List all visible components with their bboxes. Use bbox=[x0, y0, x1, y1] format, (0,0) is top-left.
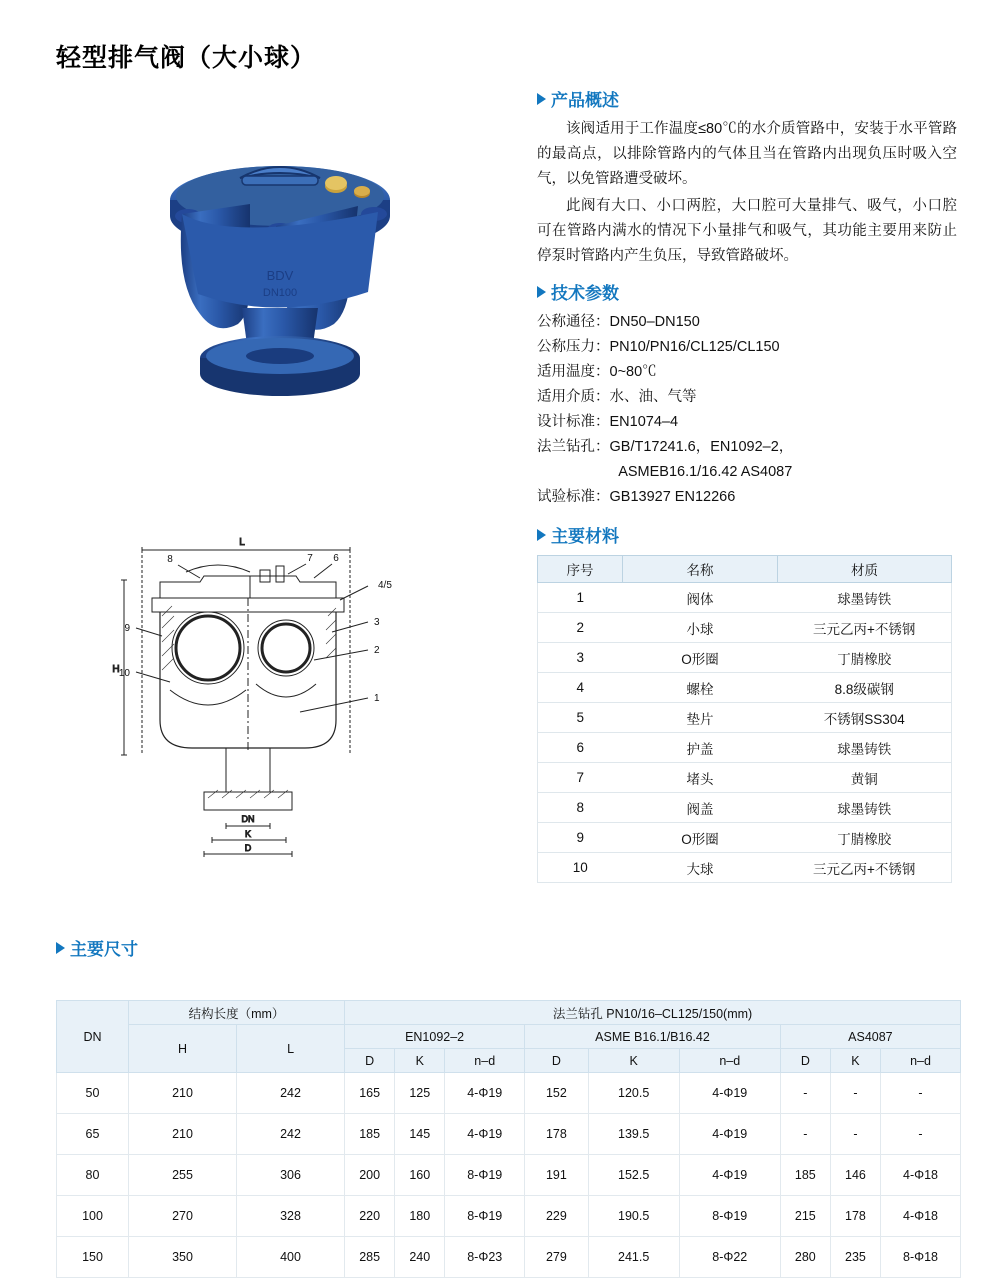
mat-col-index: 序号 bbox=[538, 556, 623, 583]
cell-name: O形圈 bbox=[623, 643, 778, 673]
cell-dn: 50 bbox=[57, 1073, 129, 1114]
cell-as-d: - bbox=[780, 1073, 830, 1114]
svg-text:D: D bbox=[244, 843, 252, 853]
cell-as-d: 185 bbox=[780, 1155, 830, 1196]
cell-as-nd: - bbox=[881, 1073, 961, 1114]
cell-material: 8.8级碳钢 bbox=[778, 673, 952, 703]
cell-asme-d: 178 bbox=[525, 1114, 588, 1155]
cell-material: 球墨铸铁 bbox=[778, 733, 952, 763]
triangle-bullet-icon bbox=[537, 93, 546, 105]
spec-value: ASMEB16.1/16.42 AS4087 bbox=[618, 464, 793, 480]
dim-sub-k2: K bbox=[588, 1049, 679, 1073]
cell-name: 螺栓 bbox=[623, 673, 778, 703]
svg-text:DN: DN bbox=[241, 814, 255, 824]
triangle-bullet-icon bbox=[537, 286, 546, 298]
cell-material: 三元乙丙+不锈钢 bbox=[778, 853, 952, 883]
cell-en-k: 145 bbox=[395, 1114, 445, 1155]
svg-text:K: K bbox=[244, 829, 252, 839]
dim-std-asme: ASME B16.1/B16.42 bbox=[525, 1025, 781, 1049]
cell-material: 丁腈橡胶 bbox=[778, 643, 952, 673]
table-header-row-1 bbox=[57, 1001, 961, 1025]
dim-std-en1092: EN1092–2 bbox=[345, 1025, 525, 1049]
cell-l: 328 bbox=[237, 1196, 345, 1237]
section-header-materials bbox=[537, 522, 957, 547]
table-header-row-2 bbox=[57, 1025, 961, 1049]
dim-col-h: H bbox=[129, 1025, 237, 1073]
overview-heading: 产品概述 bbox=[551, 91, 619, 110]
cell-h: 210 bbox=[129, 1073, 237, 1114]
spec-label: 法兰钻孔： bbox=[537, 439, 610, 455]
spec-row bbox=[537, 360, 957, 385]
table-row bbox=[57, 1073, 961, 1114]
tech-spec-list bbox=[537, 310, 957, 510]
cell-name: 小球 bbox=[623, 613, 778, 643]
valve-section-drawing bbox=[100, 520, 460, 860]
spec-value: EN1074–4 bbox=[609, 414, 679, 430]
cell-en-nd: 8-Φ23 bbox=[445, 1237, 525, 1278]
table-row bbox=[538, 853, 952, 883]
cell-name: 阀体 bbox=[623, 583, 778, 613]
cell-asme-k: 241.5 bbox=[588, 1237, 679, 1278]
cell-h: 255 bbox=[129, 1155, 237, 1196]
cell-asme-d: 191 bbox=[525, 1155, 588, 1196]
cell-index: 6 bbox=[538, 733, 623, 763]
mat-col-name: 名称 bbox=[623, 556, 778, 583]
dim-sub-d1: D bbox=[345, 1049, 395, 1073]
cell-index: 1 bbox=[538, 583, 623, 613]
cell-name: 阀盖 bbox=[623, 793, 778, 823]
spec-value: GB13927 EN12266 bbox=[609, 489, 736, 505]
triangle-bullet-icon bbox=[537, 529, 546, 541]
cell-asme-nd: 4-Φ19 bbox=[679, 1114, 780, 1155]
cell-dn: 80 bbox=[57, 1155, 129, 1196]
dimensions-table-wrap bbox=[56, 1000, 961, 1278]
cell-l: 242 bbox=[237, 1114, 345, 1155]
cell-as-k: 235 bbox=[830, 1237, 880, 1278]
dim-sub-d3: D bbox=[780, 1049, 830, 1073]
cell-asme-k: 139.5 bbox=[588, 1114, 679, 1155]
cell-en-k: 180 bbox=[395, 1196, 445, 1237]
cell-en-d: 200 bbox=[345, 1155, 395, 1196]
cell-material: 不锈钢SS304 bbox=[778, 703, 952, 733]
spec-label: 设计标准： bbox=[537, 414, 610, 430]
cell-l: 400 bbox=[237, 1237, 345, 1278]
cell-en-nd: 4-Φ19 bbox=[445, 1073, 525, 1114]
technical-drawing bbox=[100, 520, 460, 860]
dimensions-table bbox=[56, 1000, 961, 1278]
cell-en-nd: 8-Φ19 bbox=[445, 1155, 525, 1196]
spec-value: PN10/PN16/CL125/CL150 bbox=[609, 339, 780, 355]
cell-as-k: - bbox=[830, 1073, 880, 1114]
svg-text:L: L bbox=[239, 537, 245, 548]
cell-l: 306 bbox=[237, 1155, 345, 1196]
cell-asme-d: 279 bbox=[525, 1237, 588, 1278]
spec-label: 适用温度： bbox=[537, 364, 610, 380]
cell-index: 9 bbox=[538, 823, 623, 853]
cell-asme-k: 190.5 bbox=[588, 1196, 679, 1237]
spec-label: 公称压力： bbox=[537, 339, 610, 355]
table-row bbox=[538, 703, 952, 733]
svg-text:7: 7 bbox=[307, 553, 313, 564]
svg-text:DN100: DN100 bbox=[262, 287, 298, 299]
cell-h: 350 bbox=[129, 1237, 237, 1278]
cell-as-d: 280 bbox=[780, 1237, 830, 1278]
cell-index: 8 bbox=[538, 793, 623, 823]
cell-as-d: - bbox=[780, 1114, 830, 1155]
triangle-bullet-icon bbox=[56, 942, 65, 954]
svg-text:3: 3 bbox=[374, 617, 380, 628]
cell-asme-k: 120.5 bbox=[588, 1073, 679, 1114]
cell-index: 5 bbox=[538, 703, 623, 733]
spec-row bbox=[537, 335, 957, 360]
cell-en-k: 240 bbox=[395, 1237, 445, 1278]
dim-sub-nd2: n–d bbox=[679, 1049, 780, 1073]
table-row bbox=[538, 823, 952, 853]
cell-material: 球墨铸铁 bbox=[778, 793, 952, 823]
table-row bbox=[538, 763, 952, 793]
svg-text:BDV: BDV bbox=[266, 268, 294, 283]
section-header-tech bbox=[537, 279, 957, 304]
cell-asme-nd: 4-Φ19 bbox=[679, 1155, 780, 1196]
table-row bbox=[57, 1155, 961, 1196]
table-header-row bbox=[538, 556, 952, 583]
spec-value: DN50–DN150 bbox=[609, 314, 700, 330]
page-title: 轻型排气阀（大小球） bbox=[56, 44, 317, 72]
dim-sub-nd1: n–d bbox=[445, 1049, 525, 1073]
table-row bbox=[57, 1237, 961, 1278]
cell-name: 大球 bbox=[623, 853, 778, 883]
spec-row bbox=[537, 485, 957, 510]
cell-name: 堵头 bbox=[623, 763, 778, 793]
cell-en-nd: 8-Φ19 bbox=[445, 1196, 525, 1237]
cell-h: 210 bbox=[129, 1114, 237, 1155]
spec-row bbox=[537, 435, 957, 460]
cell-material: 三元乙丙+不锈钢 bbox=[778, 613, 952, 643]
section-header-overview bbox=[537, 86, 957, 111]
table-row bbox=[538, 583, 952, 613]
cell-l: 242 bbox=[237, 1073, 345, 1114]
table-row bbox=[538, 673, 952, 703]
dim-sub-d2: D bbox=[525, 1049, 588, 1073]
cell-en-d: 185 bbox=[345, 1114, 395, 1155]
cell-en-k: 125 bbox=[395, 1073, 445, 1114]
cell-as-d: 215 bbox=[780, 1196, 830, 1237]
spec-value: GB/T17241.6，EN1092–2， bbox=[609, 439, 794, 455]
svg-text:4/5: 4/5 bbox=[378, 580, 392, 591]
cell-as-nd: 4-Φ18 bbox=[881, 1155, 961, 1196]
dim-sub-k3: K bbox=[830, 1049, 880, 1073]
cell-en-nd: 4-Φ19 bbox=[445, 1114, 525, 1155]
cell-as-k: 178 bbox=[830, 1196, 880, 1237]
overview-paragraph-2: 此阀有大口、小口两腔，大口腔可大量排气、吸气，小口腔可在管路内满水的情况下小量排气和吸气，其功能主要用来防止停泵时管路内产生负压，导致管路破坏。 bbox=[537, 198, 957, 264]
cell-asme-d: 152 bbox=[525, 1073, 588, 1114]
spec-row bbox=[537, 385, 957, 410]
cell-name: 垫片 bbox=[623, 703, 778, 733]
cell-material: 丁腈橡胶 bbox=[778, 823, 952, 853]
spec-label: 适用介质： bbox=[537, 389, 610, 405]
table-row bbox=[57, 1196, 961, 1237]
overview-paragraph-1: 该阀适用于工作温度≤80℃的水介质管路中，安装于水平管路的最高点，以排除管路内的气体且当在管路内出现负压时吸入空气，以免管路遭受破坏。 bbox=[537, 121, 957, 187]
cell-asme-d: 229 bbox=[525, 1196, 588, 1237]
dim-sub-nd3: n–d bbox=[881, 1049, 961, 1073]
table-row bbox=[538, 613, 952, 643]
svg-text:10: 10 bbox=[118, 668, 130, 679]
tech-heading: 技术参数 bbox=[551, 284, 619, 303]
dimensions-heading: 主要尺寸 bbox=[70, 940, 138, 959]
svg-text:6: 6 bbox=[333, 553, 339, 564]
section-header-dimensions bbox=[56, 935, 138, 960]
spec-value: 水、油、气等 bbox=[609, 389, 697, 405]
svg-text:8: 8 bbox=[167, 554, 173, 565]
dim-col-l: L bbox=[237, 1025, 345, 1073]
svg-text:9: 9 bbox=[124, 623, 130, 634]
spec-label: 试验标准： bbox=[537, 489, 610, 505]
cell-h: 270 bbox=[129, 1196, 237, 1237]
table-row bbox=[538, 793, 952, 823]
cell-asme-nd: 8-Φ22 bbox=[679, 1237, 780, 1278]
dim-group-flange: 法兰钻孔 PN10/16–CL125/150(mm) bbox=[345, 1001, 961, 1025]
valve-photo-image bbox=[130, 130, 430, 400]
cell-en-d: 165 bbox=[345, 1073, 395, 1114]
cell-index: 3 bbox=[538, 643, 623, 673]
spec-label: 公称通径： bbox=[537, 314, 610, 330]
cell-as-k: - bbox=[830, 1114, 880, 1155]
cell-en-d: 285 bbox=[345, 1237, 395, 1278]
cell-as-nd: 8-Φ18 bbox=[881, 1237, 961, 1278]
mat-col-material: 材质 bbox=[778, 556, 952, 583]
cell-index: 4 bbox=[538, 673, 623, 703]
dim-sub-k1: K bbox=[395, 1049, 445, 1073]
cell-material: 黄铜 bbox=[778, 763, 952, 793]
cell-asme-k: 152.5 bbox=[588, 1155, 679, 1196]
cell-index: 7 bbox=[538, 763, 623, 793]
spec-row bbox=[537, 410, 957, 435]
product-photo bbox=[60, 110, 500, 410]
table-row bbox=[57, 1114, 961, 1155]
spec-value: 0~80℃ bbox=[609, 364, 657, 380]
svg-text:2: 2 bbox=[374, 645, 380, 656]
cell-en-d: 220 bbox=[345, 1196, 395, 1237]
cell-asme-nd: 4-Φ19 bbox=[679, 1073, 780, 1114]
svg-text:1: 1 bbox=[374, 693, 380, 704]
cell-as-nd: 4-Φ18 bbox=[881, 1196, 961, 1237]
cell-name: O形圈 bbox=[623, 823, 778, 853]
right-column bbox=[537, 86, 957, 883]
dim-col-dn: DN bbox=[57, 1001, 129, 1073]
spec-row-continuation bbox=[537, 460, 957, 485]
table-row bbox=[538, 733, 952, 763]
cell-index: 2 bbox=[538, 613, 623, 643]
cell-name: 护盖 bbox=[623, 733, 778, 763]
cell-dn: 100 bbox=[57, 1196, 129, 1237]
materials-table bbox=[537, 555, 952, 883]
dim-group-length: 结构长度（mm） bbox=[129, 1001, 345, 1025]
svg-text:H: H bbox=[112, 664, 120, 675]
cell-dn: 150 bbox=[57, 1237, 129, 1278]
dim-std-as4087: AS4087 bbox=[780, 1025, 960, 1049]
cell-material: 球墨铸铁 bbox=[778, 583, 952, 613]
cell-as-nd: - bbox=[881, 1114, 961, 1155]
cell-as-k: 146 bbox=[830, 1155, 880, 1196]
cell-en-k: 160 bbox=[395, 1155, 445, 1196]
cell-asme-nd: 8-Φ19 bbox=[679, 1196, 780, 1237]
spec-row bbox=[537, 310, 957, 335]
cell-index: 10 bbox=[538, 853, 623, 883]
table-row bbox=[538, 643, 952, 673]
materials-heading: 主要材料 bbox=[551, 527, 619, 546]
cell-dn: 65 bbox=[57, 1114, 129, 1155]
